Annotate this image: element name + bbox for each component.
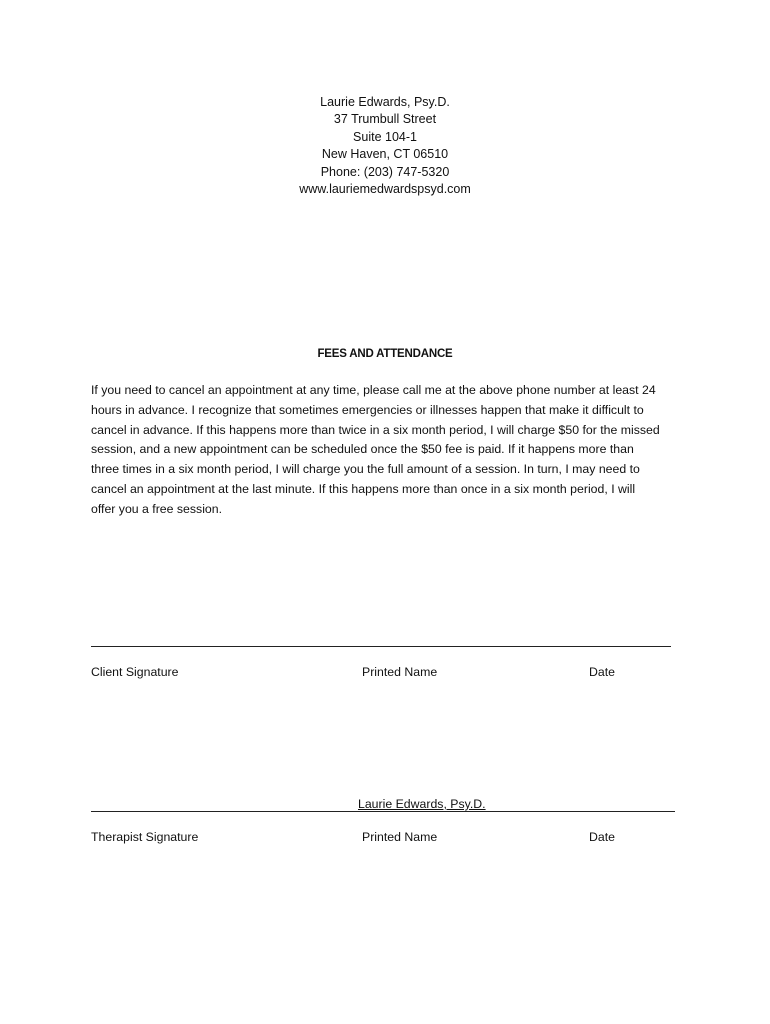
policy-line: three times in a six month period, I will charge you the full amount of a session. In turn, I may need to xyxy=(91,462,640,477)
document-title: FEES AND ATTENDANCE xyxy=(317,348,453,360)
practitioner-name: Laurie Edwards, Psy.D. xyxy=(320,95,450,109)
policy-line: cancel an appointment at the last minute. If this happens more than once in a six month period, I will xyxy=(91,481,636,496)
suite-number: Suite 104-1 xyxy=(353,129,417,144)
policy-line: hours in advance. I recognize that sometimes emergencies or illnesses happen that make it difficult to xyxy=(91,402,644,417)
website: www.lauriemedwardspsyd.com xyxy=(299,182,471,197)
therapist-signature-line[interactable] xyxy=(91,811,675,812)
street-address: 37 Trumbull Street xyxy=(333,112,437,127)
policy-line: If you need to cancel an appointment at any time, please call me at the above phone number at least 24 xyxy=(91,383,656,397)
policy-line: session, and a new appointment can be scheduled once the $50 fee is paid. If it happens more than xyxy=(91,442,634,457)
phone-number: Phone: (203) 747-5320 xyxy=(320,164,450,179)
client-date-label: Date xyxy=(589,665,615,679)
therapist-signature-label: Therapist Signature xyxy=(91,830,199,844)
city-state-zip: New Haven, CT 06510 xyxy=(321,147,449,162)
therapist-printed-name-label: Printed Name xyxy=(362,830,438,844)
therapist-printed-name-value: Laurie Edwards, Psy.D. xyxy=(358,797,486,811)
policy-line: offer you a free session. xyxy=(91,501,223,516)
letterhead xyxy=(0,94,770,198)
client-signature-label: Client Signature xyxy=(91,665,179,679)
client-signature-line[interactable] xyxy=(91,646,671,647)
policy-line: cancel in advance. If this happens more than twice in a six month period, I will charge $50 for the missed xyxy=(91,422,660,437)
client-printed-name-label: Printed Name xyxy=(362,665,438,679)
policy-paragraph xyxy=(91,381,691,520)
therapist-date-label: Date xyxy=(589,830,615,844)
